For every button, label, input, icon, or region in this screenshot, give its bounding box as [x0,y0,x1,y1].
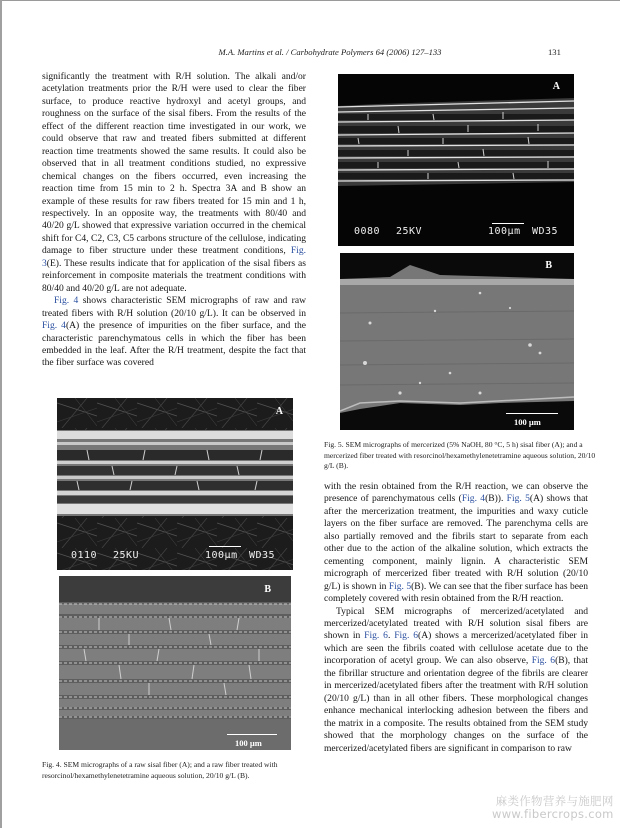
left-column-text [42,71,306,370]
sem-mercerized-fiber-image [338,74,574,246]
figure-5-caption: Fig. 5. SEM micrographs of mercerized (5% NaOH, 80 °C, 5 h) sisal fiber (A); and a mercerized fiber treated with resorcinol/hexamethylenetetramine aqueous solution, 20/10 g/L (B). [324,440,596,471]
figure-4b-micrograph [59,576,291,750]
sem-mercerized-treated-fiber-image [340,253,574,430]
body-paragraph [324,606,588,755]
figure-5a-micrograph [338,74,574,246]
body-paragraph [324,481,588,606]
scale-bar [506,413,558,414]
sem-treated-raw-fiber-image [59,576,291,750]
body-text: (A) shows that after the mercerization treatment, the impurities and waxy cuticle layers on the fiber surface are removed. The parenchyma cells are also partially removed and the fibrils start to separate from each other due to the action of the alkaline solution, which extracts the cementing component, mainly lignin. A characteristic SEM micrograph of mercerized fiber treated with R/H solution (20/10 g/L) is shown in [324,493,588,592]
body-text: (B)). [485,493,507,505]
panel-label-a: A [275,406,283,417]
figure-4a-micrograph [57,398,293,570]
watermark-line-1: 麻类作物营养与施肥网 [495,794,614,808]
body-text: (A) shows a mercerized/acetylated fiber in which are seen the fibrils coated with cellulose acetate due to the incorporation of acetyl group. We can also observe, [324,630,588,667]
right-column-text [324,481,588,755]
figure-reference-link[interactable]: Fig. 6 [531,655,556,667]
body-text: Typical SEM micrographs of mercerized/acetylated and mercerized/acetylated treated with R/H solution sisal fibers are shown in [324,605,588,642]
sem-working-distance: WD35 [532,226,559,237]
figure-reference-link[interactable]: Fig. 4 [54,295,79,307]
sem-working-distance: WD35 [249,550,276,561]
figure-reference-link[interactable]: Fig. 3 [42,245,306,269]
page-frame-top [0,0,620,1]
page-frame-left [0,0,2,828]
figure-5b-micrograph [340,253,574,430]
panel-label-b: B [545,260,552,271]
body-text: (A) the presence of impurities on the fiber surface, and the characteristic parenchymatous cells in which the fiber has been embedded in the leaf. After the R/H treatment, despite the fact that the fiber surface was covered [42,320,306,369]
sem-image-number: 0080 [354,226,381,237]
panel-label-b: B [264,584,271,595]
figure-reference-link[interactable]: Fig. 4 [461,493,486,505]
watermark-line-2: www.fibercrops.com [492,807,614,821]
figure-reference-link[interactable]: Fig. 5 [506,493,530,505]
figure-reference-link[interactable]: Fig. 5 [388,580,412,592]
body-text: shows characteristic SEM micrographs of raw and raw treated fibers with R/H solution (20/10 g/L). It can be observed in [42,295,306,319]
scale-bar [227,734,277,735]
running-head: M.A. Martins et al. / Carbohydrate Polymers 64 (2006) 127–133 [218,47,442,57]
scale-bar [492,223,524,224]
figure-4-caption: Fig. 4. SEM micrographs of a raw sisal fiber (A); and a raw fiber treated with resorcinol/hexamethylenetetramine aqueous solution, 20/10 g/L (B). [42,760,278,780]
body-paragraph [42,295,306,370]
body-text: . [387,630,395,642]
panel-label-a: A [552,81,560,92]
body-text: (B). We can see that the fiber surface has been completely covered with resin obtained from the R/H reaction. [324,580,588,605]
figure-reference-link[interactable]: Fig. 6 [394,630,419,642]
scale-bar [209,546,241,547]
page-number: 131 [548,47,561,57]
watermark [492,795,614,821]
body-paragraph [42,71,306,295]
body-text: (B), that the fibrillar structure and orientation degree of the fibrils are clearer in mercerized/acetylated fibers after the treatment with R/H solution (20/10 g/L) than in all other fibers. These morphological changes enhance mechanical interlocking adhesion between the fibers and the matrix in a composite. The results obtained from the SEM study showed that the morphology changes on the surface of the mercerized/acetylated fibers are significant in comparison to raw [324,655,588,754]
figure-reference-link[interactable]: Fig. 6 [364,630,388,642]
body-text: significantly the treatment with R/H solution. The alkali and/or acetylation treatments prior the R/H were used to clear the fiber surface, to produce reactive hydroxyl and acetyl groups, and roughness on the surface of the sisal fibers. From the results of the effect of the different reaction time investigated in our work, we could observe that raw and treated fibers submitted at different reaction time treatments showed the same results. It could also be observed that in all treatment conditions studied, no expressive chemical changes on the fibers occurred, even increasing the reaction time from 15 min to 2 h. Spectra 3A and B show an example of these results for raw fibers treated for 15 min and 1 h, respectively. In an opposite way, the treatments with 80/40 and 40/20 g/L showed that expressive variation occurred in the chemical shift for C4, C2, C3, C5 carbons structure of the cellulose, indicating damage to fiber structure under these treatment conditions, [42,71,306,257]
sem-raw-fiber-image [57,398,293,570]
figure-reference-link[interactable]: Fig. 4 [42,320,66,332]
scale-label: 100 µm [235,738,262,748]
sem-scale: 100µm [205,550,238,561]
sem-voltage: 25KU [113,550,140,561]
sem-voltage: 25KV [396,226,423,237]
sem-image-number: 0110 [71,550,98,561]
scale-label: 100 µm [514,417,541,427]
sem-scale: 100µm [488,226,521,237]
body-text: with the resin obtained from the R/H reaction, we can observe the presence of parenchymatous cells ( [324,481,588,505]
body-text: (E). These results indicate that for application of the sisal fibers as reinforcement in composite materials the treatment conditions with 80/40 and 40/20 g/L are not adequate. [42,257,306,294]
